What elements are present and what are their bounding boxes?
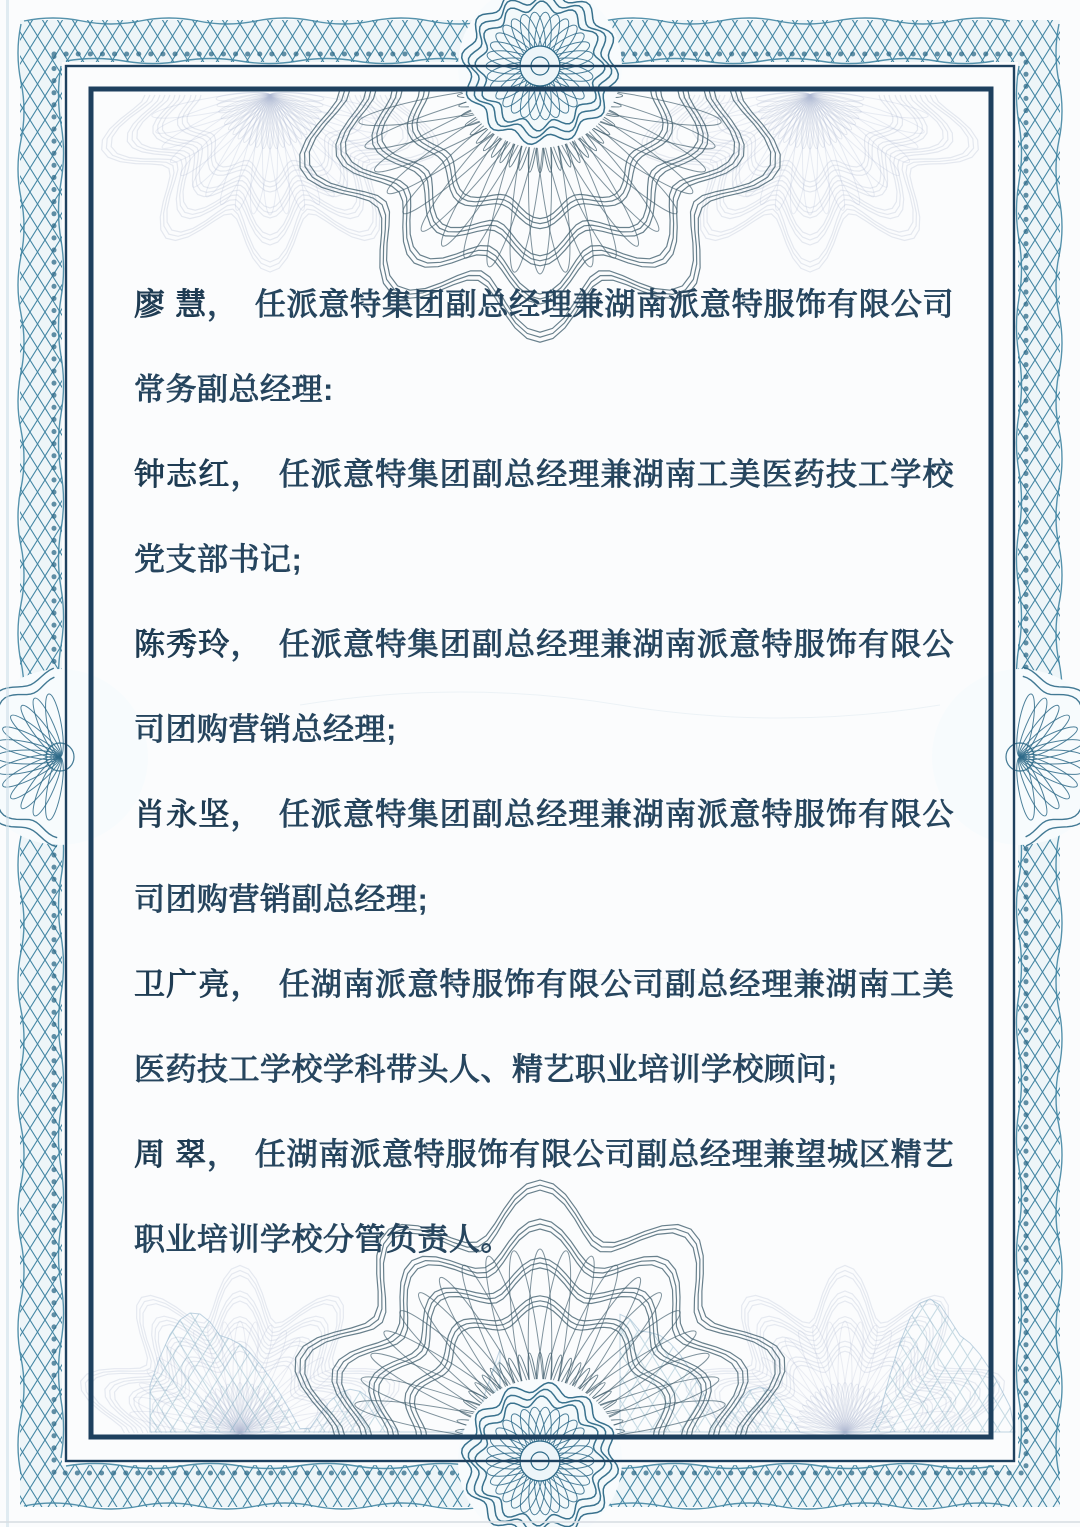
appointment-description: 任派意特集团副总经理兼湖南派意特服饰有限公司常务副总经理: bbox=[134, 287, 954, 407]
appointment-description: 任派意特集团副总经理兼湖南工美医药技工学校党支部书记; bbox=[134, 457, 954, 577]
appointment-description: 任派意特集团副总经理兼湖南派意特服饰有限公司团购营销副总经理; bbox=[134, 797, 954, 917]
person-name: 钟志红 bbox=[134, 457, 231, 492]
appointment-entry bbox=[134, 942, 954, 1112]
person-name: 廖 慧 bbox=[134, 287, 207, 322]
person-name: 陈秀玲 bbox=[134, 627, 231, 662]
name-separator: ， bbox=[230, 457, 263, 492]
appointment-entry bbox=[134, 1112, 954, 1282]
person-name: 卫广亮 bbox=[134, 967, 231, 1002]
name-separator: ， bbox=[230, 797, 263, 832]
appointment-description: 任湖南派意特服饰有限公司副总经理兼望城区精艺职业培训学校分管负责人。 bbox=[134, 1137, 954, 1257]
appointment-entry bbox=[134, 262, 954, 432]
person-name: 周 翠 bbox=[134, 1137, 207, 1172]
name-separator: ， bbox=[207, 1137, 239, 1172]
appointment-entry bbox=[134, 772, 954, 942]
name-separator: ， bbox=[230, 627, 263, 662]
appointment-description: 任派意特集团副总经理兼湖南派意特服饰有限公司团购营销总经理; bbox=[134, 627, 954, 747]
appointment-entry bbox=[134, 432, 954, 602]
name-separator: ， bbox=[230, 967, 263, 1002]
person-name: 肖永坚 bbox=[134, 797, 231, 832]
name-separator: ， bbox=[207, 287, 239, 322]
appointment-entry bbox=[134, 602, 954, 772]
appointment-description: 任湖南派意特服饰有限公司副总经理兼湖南工美医药技工学校学科带头人、精艺职业培训学校顾问; bbox=[134, 967, 954, 1087]
appointment-text-block bbox=[134, 262, 954, 1282]
